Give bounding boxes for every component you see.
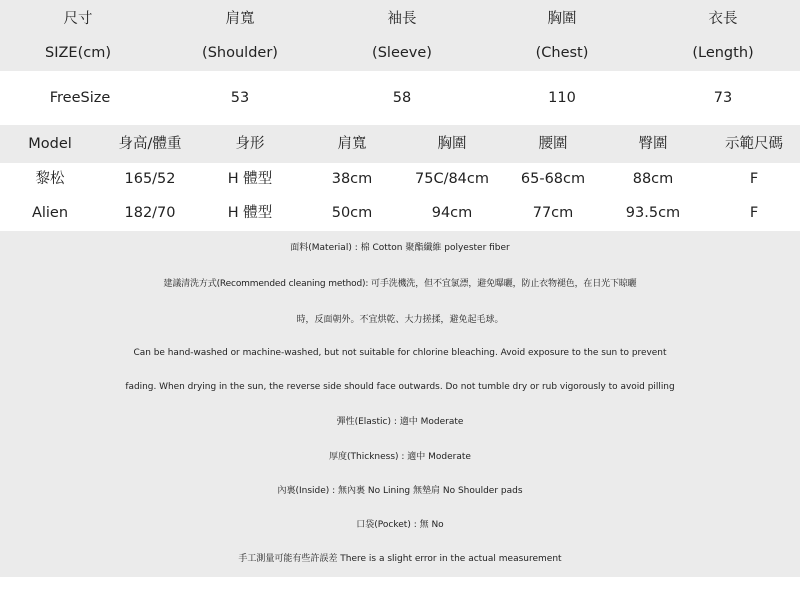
model-row-1 <box>0 162 800 196</box>
model-hip: 88cm <box>632 171 674 187</box>
cleaning-line-en-2: fading. When drying in the sun, the reverse side should face outwards. Do not tumble dry or rub vigorously to avoid pilling <box>125 382 675 392</box>
pocket-line: 口袋(Pocket) : 無 No <box>356 520 444 530</box>
header-waist: 腰圍 <box>538 136 568 152</box>
header-length-en: (Length) <box>692 45 754 61</box>
model-height-weight: 182/70 <box>124 205 176 221</box>
model-chest: 94cm <box>431 205 473 221</box>
model-chest: 75C/84cm <box>414 171 490 187</box>
header-chest-zh: 胸圍 <box>547 11 577 27</box>
model-header-row <box>0 127 800 161</box>
header-shoulder: 肩寬 <box>337 136 367 152</box>
model-shoulder: 38cm <box>331 171 373 187</box>
header-height-weight: 身高/體重 <box>118 136 182 152</box>
size-header-zh-row <box>0 2 800 36</box>
size-header-en-row <box>0 36 800 70</box>
header-chest: 胸圍 <box>437 136 467 152</box>
model-row-2 <box>0 196 800 230</box>
header-length-zh: 衣長 <box>708 11 738 27</box>
size-label: FreeSize <box>49 90 111 106</box>
model-demo-size: F <box>749 171 759 187</box>
header-sleeve-en: (Sleeve) <box>372 45 432 61</box>
model-hip: 93.5cm <box>625 205 681 221</box>
header-body-shape: 身形 <box>235 136 265 152</box>
header-shoulder-en: (Shoulder) <box>202 45 278 61</box>
header-chest-en: (Chest) <box>535 45 589 61</box>
model-name: 黎松 <box>35 171 65 187</box>
cleaning-line-zh-1: 建議清洗方式(Recommended cleaning method): 可手洗機洗，但不宜氯漂，避免曝曬，防止衣物褪色，在日光下晾曬 <box>163 279 637 289</box>
model-body-shape: H 體型 <box>227 205 273 221</box>
model-body-shape: H 體型 <box>227 171 273 187</box>
length-value: 73 <box>713 90 733 106</box>
thickness-line: 厚度(Thickness) : 適中 Moderate <box>329 452 471 462</box>
model-name: Alien <box>31 205 69 221</box>
model-height-weight: 165/52 <box>124 171 176 187</box>
header-model: Model <box>28 136 72 152</box>
sleeve-value: 58 <box>392 90 412 106</box>
model-demo-size: F <box>749 205 759 221</box>
size-row-freesize <box>0 81 800 115</box>
header-size-en: SIZE(cm) <box>45 45 111 61</box>
header-shoulder-zh: 肩寬 <box>225 11 255 27</box>
model-waist: 77cm <box>532 205 574 221</box>
model-waist: 65-68cm <box>520 171 586 187</box>
model-shoulder: 50cm <box>331 205 373 221</box>
measurement-note: 手工測量可能有些許誤差 There is a slight error in the actual measurement <box>238 554 562 564</box>
header-hip: 臀圍 <box>638 136 668 152</box>
cleaning-line-en-1: Can be hand-washed or machine-washed, but not suitable for chlorine bleaching. Avoid exposure to the sun to prevent <box>133 348 667 358</box>
elastic-line: 彈性(Elastic) : 適中 Moderate <box>336 417 464 427</box>
material-line: 面料(Material) : 棉 Cotton 聚酯纖維 polyester fiber <box>290 243 510 253</box>
header-sleeve-zh: 袖長 <box>387 11 417 27</box>
chest-value: 110 <box>548 90 576 106</box>
shoulder-value: 53 <box>230 90 250 106</box>
header-demo-size: 示範尺碼 <box>725 136 783 152</box>
cleaning-line-zh-2: 時，反面朝外。不宜烘乾、大力搓揉，避免起毛球。 <box>296 315 504 325</box>
inside-line: 內裏(Inside) : 無內裏 No Lining 無墊肩 No Shoulder pads <box>277 486 523 496</box>
header-size-zh: 尺寸 <box>63 11 93 27</box>
